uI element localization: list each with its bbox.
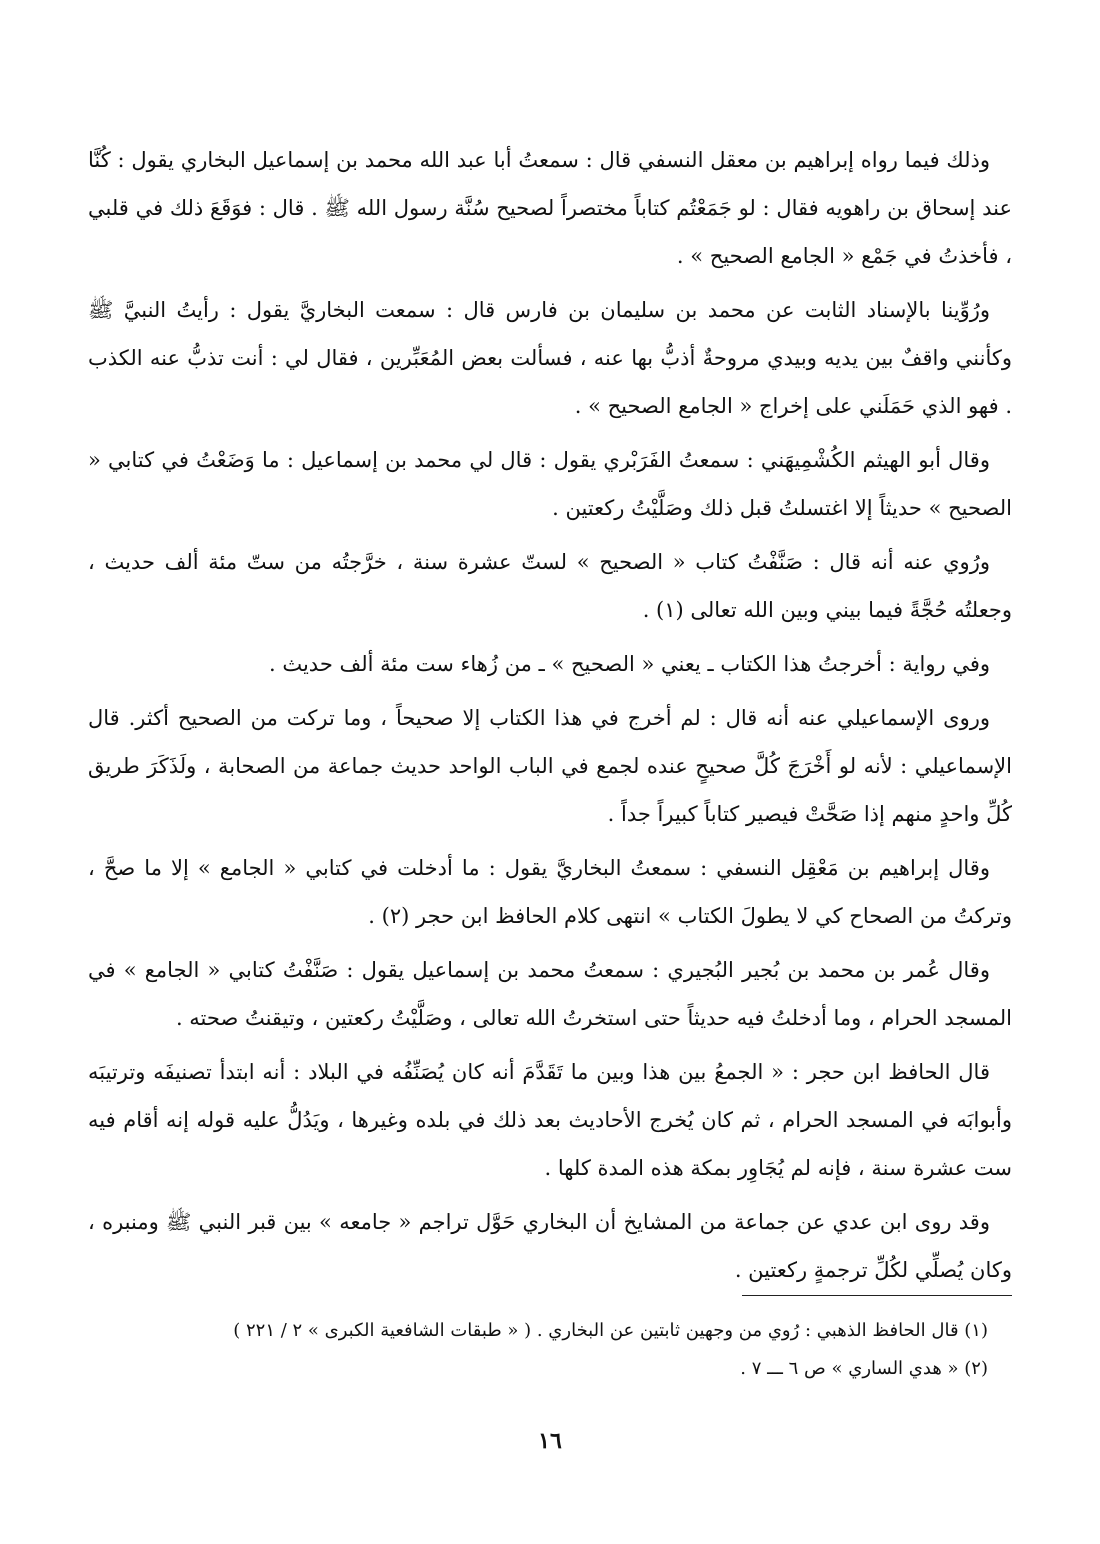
paragraph-10: وقد روى ابن عدي عن جماعة من المشايخ أن البخاري حَوَّل تراجم « جامعه » بين قبر النبي ﷺ ومنبره ، وكان يُصلِّي لكُلِّ ترجمةٍ ركعتين . xyxy=(88,1210,1012,1282)
paragraph-3: وقال أبو الهيثم الكُشْمِيهَني : سمعتُ الفَرَبْري يقول : قال لي محمد بن إسماعيل : ما وَضَعْتُ في كتابي « الصحيح » حديثاً إلا اغتسلتُ قبل ذلك وصَلَّيْتُ ركعتين . xyxy=(88,448,1012,520)
paragraph-1: وذلك فيما رواه إبراهيم بن معقل النسفي قال : سمعتُ أبا عبد الله محمد بن إسماعيل البخاري يقول : كُنَّا عند إسحاق بن راهويه فقال : لو جَمَعْتُم كتاباً مختصراً لصحيح سُنَّة رسول الله ﷺ . قال : فوَقَعَ ذلك في قلبي ، فأخذتُ في جَمْع « الجامع الصحيح » . xyxy=(88,148,1012,268)
body-text xyxy=(88,136,1012,1300)
paragraph-4: ورُوي عنه أنه قال : صَنَّفْتُ كتاب « الصحيح » لستّ عشرة سنة ، خرَّجتُه من ستّ مئة ألف حديث ، وجعلتُه حُجَّةً فيما بيني وبين الله تعالى (١) . xyxy=(88,550,1012,622)
page-number: ١٦ xyxy=(538,1428,562,1454)
footnote-1: (١) قال الحافظ الذهبي : رُوي من وجهين ثابتين عن البخاري . ( « طبقات الشافعية الكبرى » ٢ / ٢٢١ ) xyxy=(233,1320,988,1341)
paragraph-8: وقال عُمر بن محمد بن بُجير البُجيري : سمعتُ محمد بن إسماعيل يقول : صَنَّفْتُ كتابي « الجامع » في المسجد الحرام ، وما أدخلتُ فيه حديثاً حتى استخرتُ الله تعالى ، وصَلَّيْتُ ركعتين ، وتيقنتُ صحته . xyxy=(88,958,1012,1030)
paragraph-9: قال الحافظ ابن حجر : « الجمعُ بين هذا وبين ما تَقَدَّمَ أنه كان يُصَنِّفُه في البلاد : أنه ابتدأ تصنيفَه وترتيبَه وأبوابَه في المسجد الحرام ، ثم كان يُخرج الأحاديث بعد ذلك في بلده وغيرها ، ويَدُلُّ عليه قوله إنه أقام فيه ست عشرة سنة ، فإنه لم يُجَاوِر بمكة هذه المدة كلها . xyxy=(88,1060,1012,1180)
paragraph-2: ورُوِّينا بالإسناد الثابت عن محمد بن سليمان بن فارس قال : سمعت البخاريَّ يقول : رأيتُ النبيَّ ﷺ وكأنني واقفٌ بين يديه وبيدي مروحةٌ أذبُّ بها عنه ، فسألت بعض المُعَبِّرين ، فقال لي : أنت تذبُّ عنه الكذب . فهو الذي حَمَلَني على إخراج « الجامع الصحيح » . xyxy=(88,298,1012,418)
paragraph-7: وقال إبراهيم بن مَعْقِل النسفي : سمعتُ البخاريَّ يقول : ما أدخلت في كتابي « الجامع » إلا ما صحَّ ، وتركتُ من الصحاح كي لا يطولَ الكتاب » انتهى كلام الحافظ ابن حجر (٢) . xyxy=(88,856,1012,928)
footnote-separator xyxy=(742,1295,1012,1296)
paragraph-6: وروى الإسماعيلي عنه أنه قال : لم أخرج في هذا الكتاب إلا صحيحاً ، وما تركت من الصحيح أكثر. قال الإسماعيلي : لأنه لو أَخْرَجَ كُلَّ صحيحٍ عنده لجمع في الباب الواحد حديث جماعة من الصحابة ، ولَذَكَرَ طريق كُلِّ واحدٍ منهم إذا صَحَّتْ فيصير كتاباً كبيراً جداً . xyxy=(88,706,1012,826)
footnote-2: (٢) « هدي الساري » ص ٦ ـــ ٧ . xyxy=(740,1358,988,1379)
footnotes xyxy=(160,1312,988,1388)
paragraph-5: وفي رواية : أخرجتُ هذا الكتاب ـ يعني « الصحيح » ـ من زُهاء ست مئة ألف حديث . xyxy=(268,652,990,676)
